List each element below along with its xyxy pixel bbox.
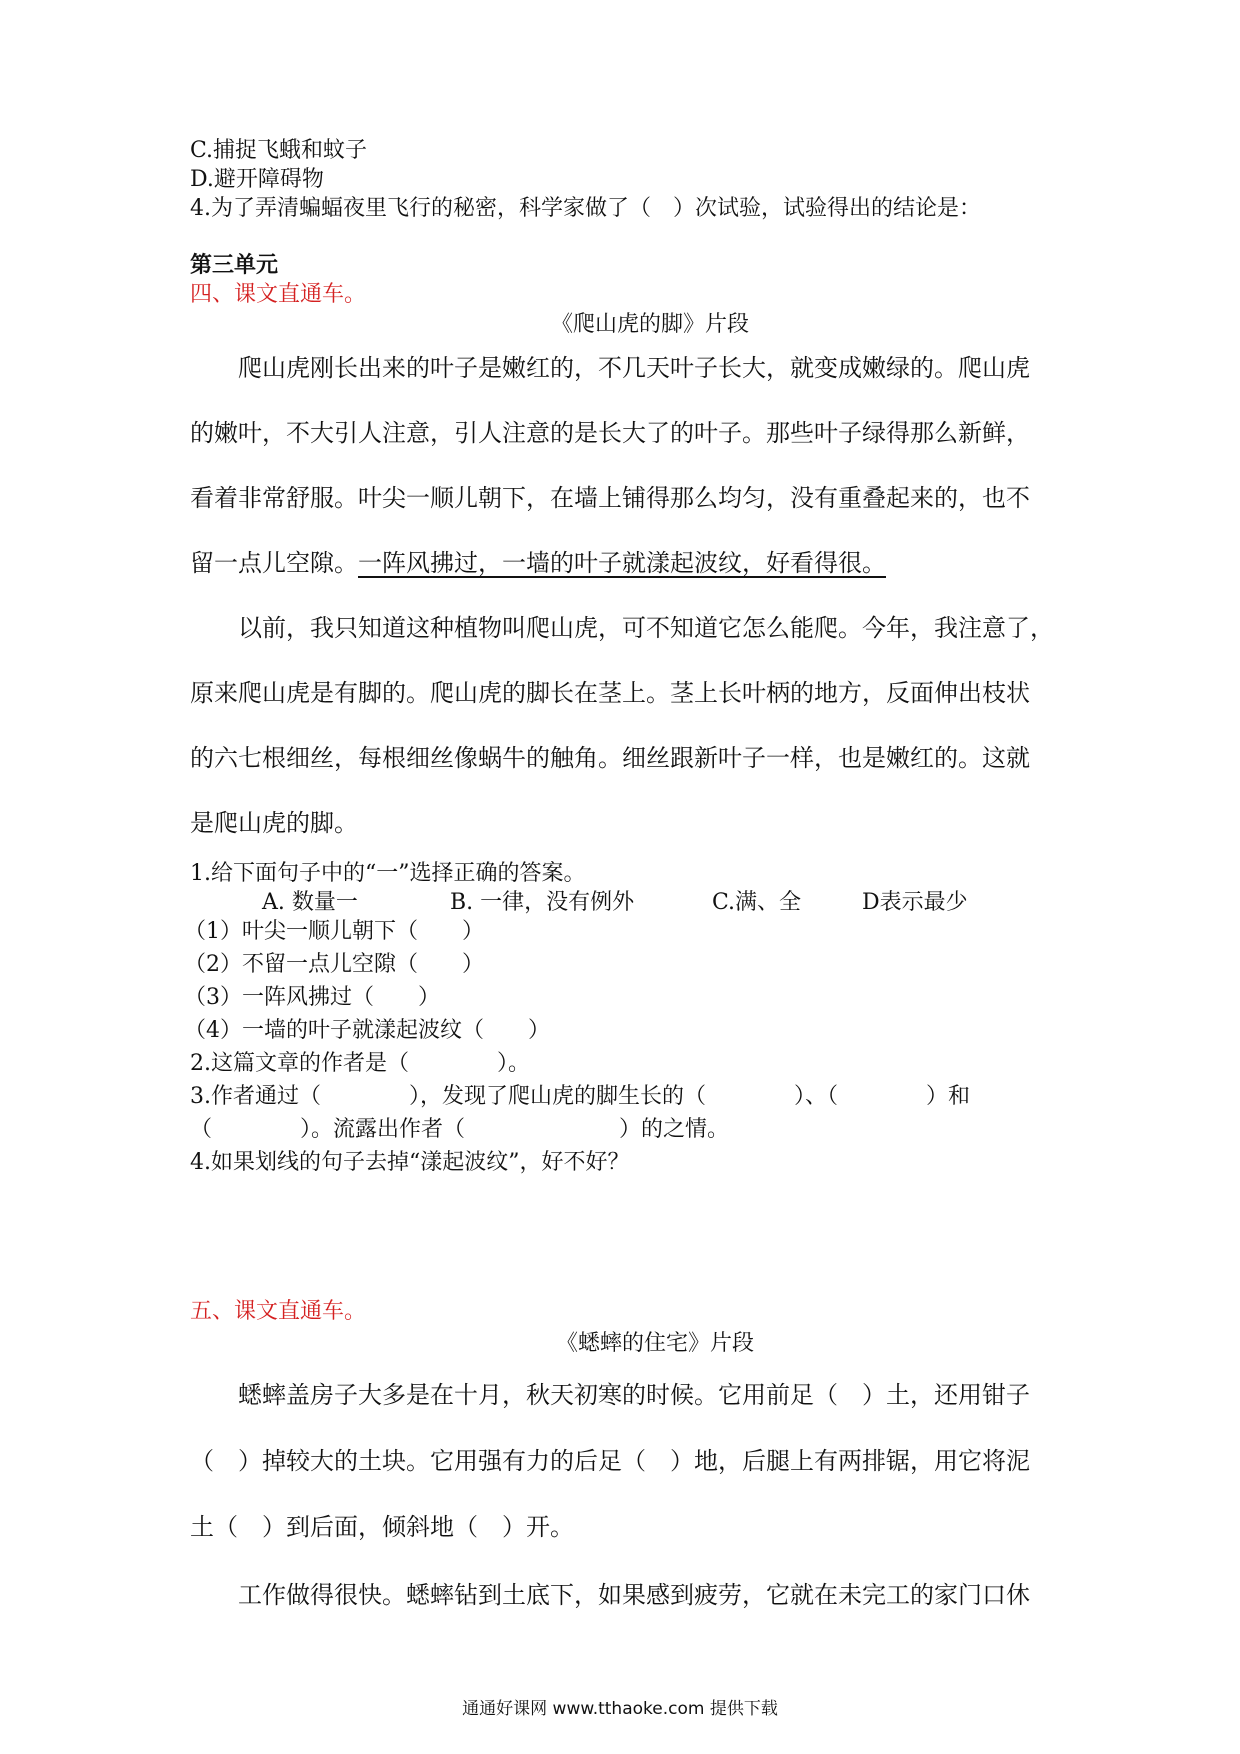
underlined-sentence: 一阵风拂过，一墙的叶子就漾起波纹，好看得很。 xyxy=(358,549,886,577)
option-d-line: D.避开障碍物 xyxy=(190,167,324,192)
option-d: D表示最少 xyxy=(862,890,968,915)
section4-heading: 四、课文直通车。 xyxy=(190,282,367,307)
item-4: （4）一墙的叶子就漾起波纹（ ） xyxy=(184,1018,550,1043)
passage4-p2-line-1: 以前，我只知道这种植物叫爬山虎，可不知道它怎么能爬。今年，我注意了， xyxy=(238,614,1054,642)
passage4-p2-line-2: 原来爬山虎是有脚的。爬山虎的脚长在茎上。茎上长叶柄的地方，反面伸出枝状 xyxy=(190,679,1030,707)
passage4-line-3: 看着非常舒服。叶尖一顺儿朝下，在墙上铺得那么均匀，没有重叠起来的，也不 xyxy=(190,484,1030,512)
section5-heading: 五、课文直通车。 xyxy=(190,1299,367,1324)
section5-passage-title: 《蟋蟀的住宅》片段 xyxy=(555,1331,754,1356)
passage4-line-2: 的嫩叶，不大引人注意，引人注意的是长大了的叶子。那些叶子绿得那么新鲜， xyxy=(190,419,1030,447)
passage5-line-3: 土（ ）到后面，倾斜地（ ）开。 xyxy=(190,1513,574,1541)
passage4-p2-line-3: 的六七根细丝，每根细丝像蜗牛的触角。细丝跟新叶子一样，也是嫩红的。这就 xyxy=(190,744,1030,772)
passage5-line-2: （ ）掉较大的土块。它用强有力的后足（ ）地，后腿上有两排锯，用它将泥 xyxy=(190,1447,1030,1475)
passage4-p2-line-4: 是爬山虎的脚。 xyxy=(190,809,358,837)
unit-title: 第三单元 xyxy=(190,253,279,278)
question-3-line-2: （ ）。流露出作者（ ）的之情。 xyxy=(190,1117,730,1142)
question-2: 2.这篇文章的作者是（ ）。 xyxy=(190,1051,530,1076)
question-3-line-1: 3.作者通过（ ），发现了爬山虎的脚生长的（ ）、（ ）和 xyxy=(190,1084,970,1109)
option-b: B. 一律，没有例外 xyxy=(450,890,635,915)
passage4-line-1: 爬山虎刚长出来的叶子是嫩红的，不几天叶子长大，就变成嫩绿的。爬山虎 xyxy=(238,354,1030,382)
item-3: （3）一阵风拂过（ ） xyxy=(184,985,440,1010)
option-c-line: C.捕捉飞蛾和蚊子 xyxy=(190,138,368,163)
passage5-line-1: 蟋蟀盖房子大多是在十月，秋天初寒的时候。它用前足（ ）土，还用钳子 xyxy=(238,1381,1030,1409)
page-footer: 通通好课网 www.tthaoke.com 提供下载 xyxy=(462,1699,778,1719)
section4-passage-title: 《爬山虎的脚》片段 xyxy=(550,312,749,337)
question-1: 1.给下面句子中的“一”选择正确的答案。 xyxy=(190,861,586,886)
question-4-bat: 4.为了弄清蝙蝠夜里飞行的秘密，科学家做了（ ）次试验，试验得出的结论是： xyxy=(190,196,981,221)
passage5-p2-line-1: 工作做得很快。蟋蟀钻到土底下，如果感到疲劳，它就在未完工的家门口休 xyxy=(238,1581,1030,1609)
passage4-line-4 xyxy=(190,548,886,578)
question-4: 4.如果划线的句子去掉“漾起波纹”，好不好？ xyxy=(190,1150,630,1175)
passage4-plain-text: 留一点儿空隙。 xyxy=(190,549,358,577)
item-2: （2）不留一点儿空隙（ ） xyxy=(184,952,484,977)
option-a: A. 数量一 xyxy=(262,890,358,915)
option-c: C.满、全 xyxy=(712,890,802,915)
item-1: （1）叶尖一顺儿朝下（ ） xyxy=(184,919,484,944)
